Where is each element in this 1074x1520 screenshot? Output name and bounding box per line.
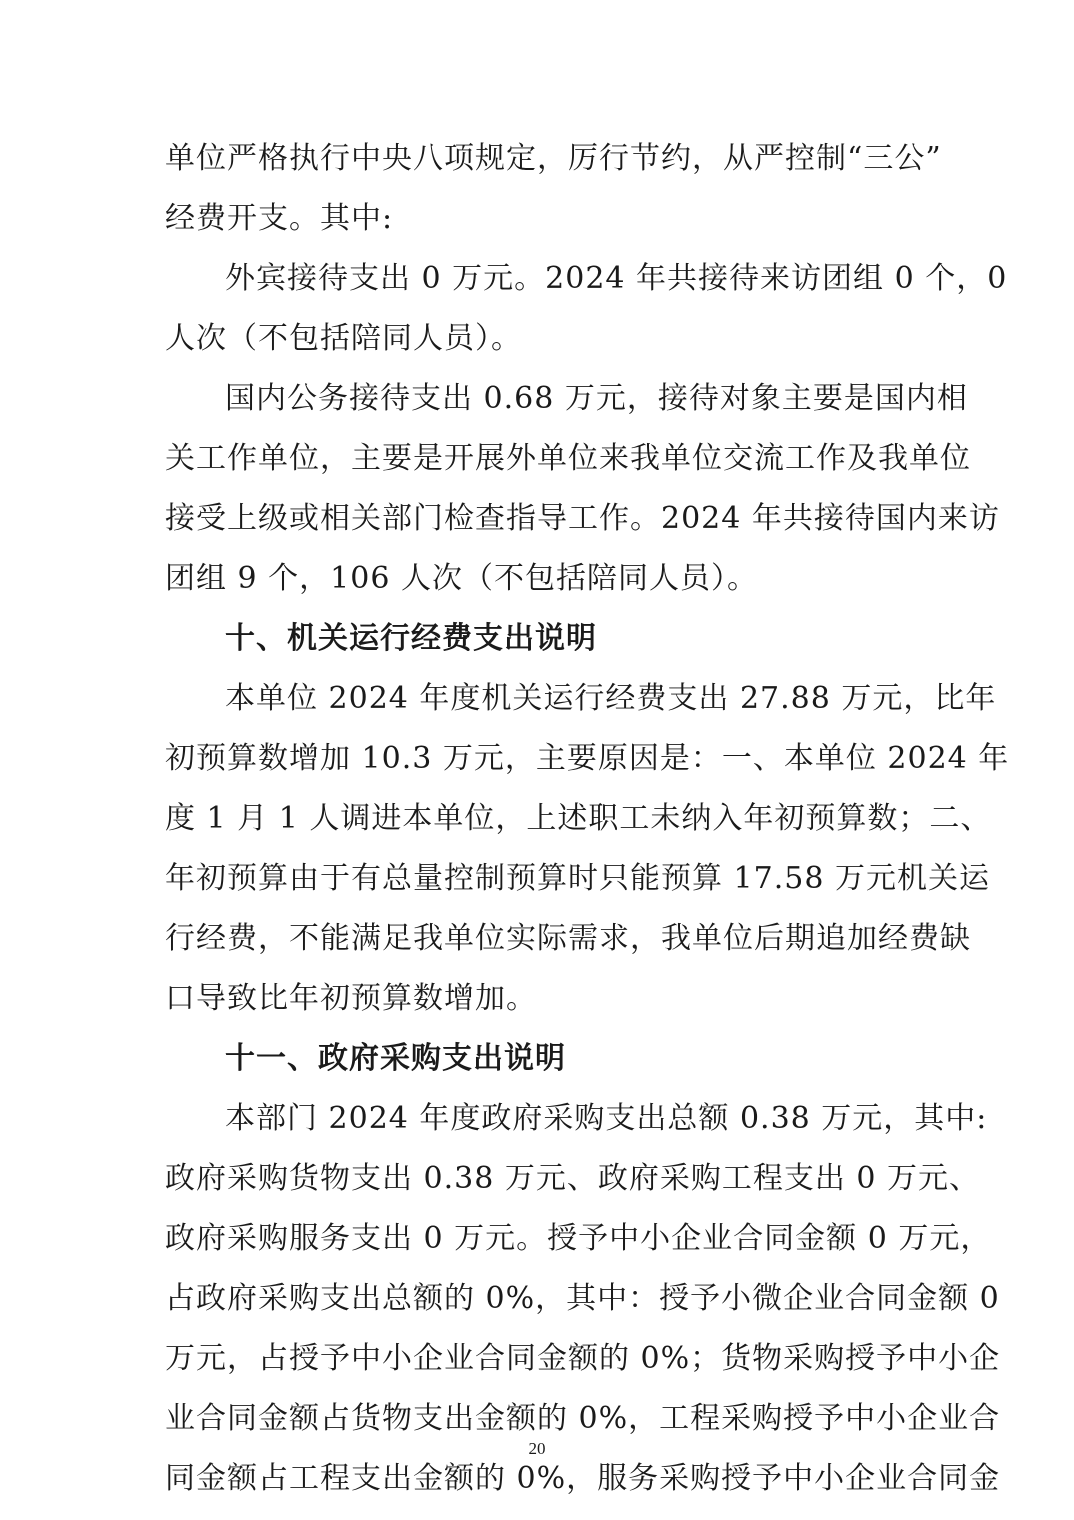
paragraph-line: 度 1 月 1 人调进本单位，上述职工未纳入年初预算数；二、 <box>165 801 992 836</box>
paragraph-line: 本部门 2024 年度政府采购支出总额 0.38 万元，其中: <box>225 1101 988 1136</box>
paragraph-line: 占政府采购支出总额的 0%，其中：授予小微企业合同金额 0 <box>165 1281 1000 1316</box>
paragraph-line: 同金额占工程支出金额的 0%，服务采购授予中小企业合同金 <box>165 1461 1001 1496</box>
paragraph-line: 单位严格执行中央八项规定，厉行节约，从严控制“三公” <box>165 141 942 176</box>
paragraph-line: 本单位 2024 年度机关运行经费支出 27.88 万元，比年 <box>225 681 997 716</box>
section-heading: 十一、政府采购支出说明 <box>225 1041 566 1076</box>
paragraph-line: 经费开支。其中: <box>165 201 394 236</box>
paragraph-line: 外宾接待支出 0 万元。2024 年共接待来访团组 0 个，0 <box>225 261 1008 296</box>
paragraph-line: 业合同金额占货物支出金额的 0%，工程采购授予中小企业合 <box>165 1401 1001 1436</box>
paragraph-line: 年初预算由于有总量控制预算时只能预算 17.58 万元机关运 <box>165 861 990 896</box>
page-number: 20 <box>528 1439 546 1458</box>
paragraph-line: 政府采购服务支出 0 万元。授予中小企业合同金额 0 万元， <box>165 1221 992 1256</box>
paragraph-line: 接受上级或相关部门检查指导工作。2024 年共接待国内来访 <box>165 501 1000 536</box>
paragraph-line: 行经费，不能满足我单位实际需求，我单位后期追加经费缺 <box>165 921 971 956</box>
paragraph-line: 国内公务接待支出 0.68 万元，接待对象主要是国内相 <box>225 381 968 416</box>
paragraph-line: 团组 9 个，106 人次（不包括陪同人员）。 <box>165 561 758 596</box>
paragraph-line: 万元，占授予中小企业合同金额的 0%；货物采购授予中小企 <box>165 1341 1001 1376</box>
paragraph-line: 关工作单位，主要是开展外单位来我单位交流工作及我单位 <box>165 441 971 476</box>
paragraph-line: 口导致比年初预算数增加。 <box>165 981 537 1016</box>
paragraph-line: 政府采购货物支出 0.38 万元、政府采购工程支出 0 万元、 <box>165 1161 981 1196</box>
paragraph-line: 初预算数增加 10.3 万元，主要原因是：一、本单位 2024 年 <box>165 741 1010 776</box>
document-body <box>165 129 1010 1509</box>
section-heading: 十、机关运行经费支出说明 <box>225 621 597 656</box>
paragraph-line: 人次（不包括陪同人员）。 <box>165 321 522 356</box>
